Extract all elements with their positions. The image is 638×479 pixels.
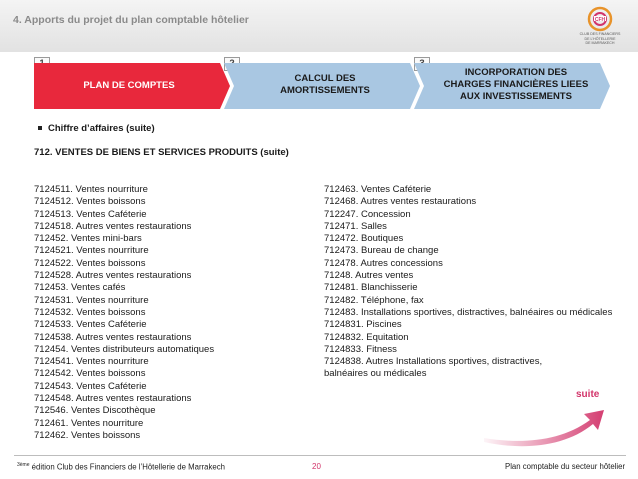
list-item: 7124832. Equitation xyxy=(324,331,409,343)
list-item: 712471. Salles xyxy=(324,220,387,232)
list-item: 712462. Ventes boissons xyxy=(34,429,141,441)
list-item: 712453. Ventes cafés xyxy=(34,282,126,294)
list-item: 712546. Ventes Discothèque xyxy=(34,405,156,417)
step-label-calcul-amortissements: CALCUL DES AMORTISSEMENTS xyxy=(280,73,370,96)
page-title: 4. Apports du projet du plan comptable hôtelier xyxy=(13,14,249,26)
list-item: 7124528. Autres ventes restaurations xyxy=(34,270,192,282)
list-item: 7124831. Piscines xyxy=(324,319,402,331)
list-item: 7124511. Ventes nourriture xyxy=(34,184,148,195)
list-item: 7124542. Ventes boissons xyxy=(34,368,146,380)
list-item: 712482. Téléphone, fax xyxy=(324,294,424,306)
list-item: 71248. Autres ventes xyxy=(324,270,414,282)
list-item: 7124538. Autres ventes restaurations xyxy=(34,331,192,343)
list-item: 712468. Autres ventes restaurations xyxy=(324,196,477,208)
bullet-item xyxy=(38,123,155,134)
list-item: 712247. Concession xyxy=(324,208,411,220)
logo-emblem-icon xyxy=(570,4,630,34)
bullet-square-icon xyxy=(38,126,42,130)
bullet-text: Chiffre d’affaires (suite) xyxy=(48,123,155,134)
list-item: 712452. Ventes mini-bars xyxy=(34,233,142,245)
account-list-right xyxy=(324,184,613,381)
step-label-incorporation-charges: INCORPORATION DES CHARGES FINANCIÈRES LIEES AUX INVESTISSEMENTS xyxy=(443,67,589,102)
logo-text: CLUB DES FINANCIERS DE L'HÔTELLERIE DE MARRAKECH xyxy=(579,32,621,45)
list-item: 7124532. Ventes boissons xyxy=(34,306,146,318)
page-number: 20 xyxy=(312,462,321,471)
list-item: 7124512. Ventes boissons xyxy=(34,196,146,208)
list-item: 7124531. Ventes nourriture xyxy=(34,294,149,306)
list-item: 7124541. Ventes nourriture xyxy=(34,356,149,368)
list-item: 712473. Bureau de change xyxy=(324,245,439,257)
list-item: 7124548. Autres ventes restaurations xyxy=(34,393,192,405)
suite-link[interactable]: suite xyxy=(576,389,600,400)
list-item: 712483. Installations sportives, distractives, balnéaires ou médicales xyxy=(324,306,613,318)
list-item: 712478. Autres concessions xyxy=(324,257,443,269)
club-logo xyxy=(570,4,630,48)
list-item: 712472. Boutiques xyxy=(324,233,404,245)
step-label-plan-de-comptes: PLAN DE COMPTES xyxy=(83,80,175,91)
footer-divider xyxy=(14,455,626,456)
list-item: 7124518. Autres ventes restaurations xyxy=(34,220,192,232)
footer-right: Plan comptable du secteur hôtelier xyxy=(505,462,626,471)
list-item: 712454. Ventes distributeurs automatiques xyxy=(34,343,215,355)
list-item: 7124838. Autres Installations sportives, distractives, balnéaires ou médicales xyxy=(324,356,543,380)
list-item: 7124522. Ventes boissons xyxy=(34,257,146,269)
list-item: 7124513. Ventes Caféterie xyxy=(34,208,147,220)
list-item: 712463. Ventes Caféterie xyxy=(324,184,432,195)
section-title: 712. VENTES DE BIENS ET SERVICES PRODUITS (suite) xyxy=(34,147,289,158)
list-item: 7124833. Fitness xyxy=(324,343,397,355)
suite-arrow-icon[interactable] xyxy=(480,398,608,448)
header-bar xyxy=(0,0,638,52)
list-item: 7124521. Ventes nourriture xyxy=(34,245,149,257)
list-item: 712461. Ventes nourriture xyxy=(34,417,144,429)
list-item: 712481. Blanchisserie xyxy=(324,282,418,294)
svg-text:CFH: CFH xyxy=(594,17,606,23)
account-list-left xyxy=(34,184,214,442)
list-item: 7124543. Ventes Caféterie xyxy=(34,380,147,392)
footer-left: $^{3ème}$ édition Club des Financiers de l’Hôtellerie de Marrakech xyxy=(17,462,225,472)
list-item: 7124533. Ventes Caféterie xyxy=(34,319,147,331)
